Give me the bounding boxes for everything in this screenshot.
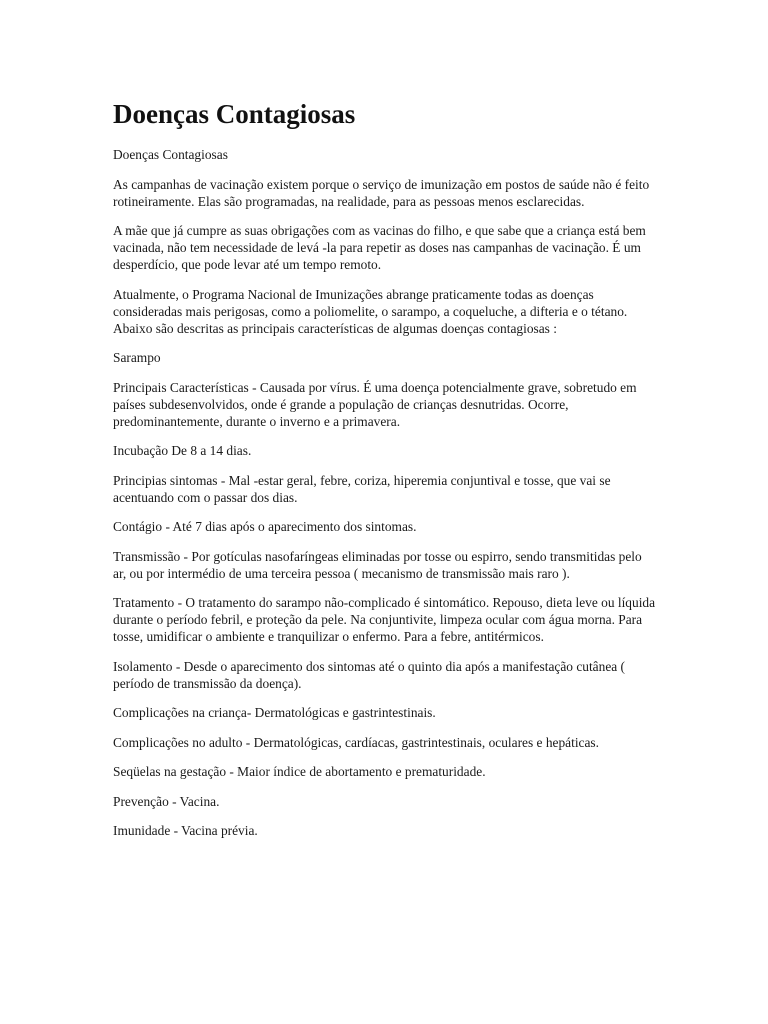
paragraph-subtitle: Doenças Contagiosas — [113, 147, 228, 162]
paragraph-mae: A mãe que já cumpre as suas obrigações com as vacinas do filho, e que sabe que a criança está bem vacinada, não tem necessidade de levá -la para repetir as doses nas campanhas de vacinação. É um desperdício, que pode levar até um tempo remoto. — [113, 223, 646, 272]
paragraph-programa: Atualmente, o Programa Nacional de Imunizações abrange praticamente todas as doenças consideradas mais perigosas, como a poliomelite, o sarampo, a coqueluche, a difteria e o tétano. Abaixo são descritas as principais características de algumas doenças contagiosas : — [113, 286, 628, 336]
paragraph-imunidade: Imunidade - Vacina prévia. — [113, 823, 258, 838]
paragraph-contagio: Contágio - Até 7 dias após o aparecimento dos sintomas. — [113, 519, 417, 534]
document-title: Doenças Contagiosas — [113, 99, 356, 129]
paragraph-tratamento: Tratamento - O tratamento do sarampo não-complicado é sintomático. Repouso, dieta leve ou líquida durante o período febril, e proteção da pele. Na conjuntivite, limpeza ocular com água morna. Para tosse, umidificar o ambiente e tranquilizar o enfermo. Para a febre, antitérmicos. — [113, 595, 656, 644]
paragraph-transmissao: Transmissão - Por gotículas nasofaríngeas eliminadas por tosse ou espirro, sendo transmitidas pelo ar, ou por intermédio de uma terceira pessoa ( mecanismo de transmissão mais raro ). — [113, 548, 642, 581]
paragraph-sequelas: Seqüelas na gestação - Maior índice de abortamento e prematuridade. — [113, 764, 486, 779]
section-heading-sarampo: Sarampo — [113, 350, 161, 365]
paragraph-complicacoes-adulto: Complicações no adulto - Dermatológicas, cardíacas, gastrintestinais, oculares e hepáticas. — [113, 734, 599, 750]
document-page — [113, 96, 658, 852]
paragraph-campanhas: As campanhas de vacinação existem porque o serviço de imunização em postos de saúde não é feito rotineiramente. Elas são programadas, na realidade, para as pessoas menos esclarecidas. — [113, 176, 650, 209]
paragraph-incubacao: Incubação De 8 a 14 dias. — [113, 443, 252, 458]
paragraph-complicacoes-crianca: Complicações na criança- Dermatológicas e gastrintestinais. — [113, 705, 436, 720]
paragraph-caracteristicas: Principais Características - Causada por vírus. É uma doença potencialmente grave, sobretudo em países subdesenvolvidos, onde é grande a população de crianças desnutridas. Ocorre, predominantemente, durante o inverno e a primavera. — [113, 379, 637, 429]
paragraph-sintomas: Principias sintomas - Mal -estar geral, febre, coriza, hiperemia conjuntival e tosse, que vai se acentuando com o passar dos dias. — [113, 472, 611, 505]
paragraph-prevencao: Prevenção - Vacina. — [113, 793, 220, 809]
paragraph-isolamento: Isolamento - Desde o aparecimento dos sintomas até o quinto dia após a manifestação cutânea ( período de transmissão da doença). — [113, 658, 626, 691]
